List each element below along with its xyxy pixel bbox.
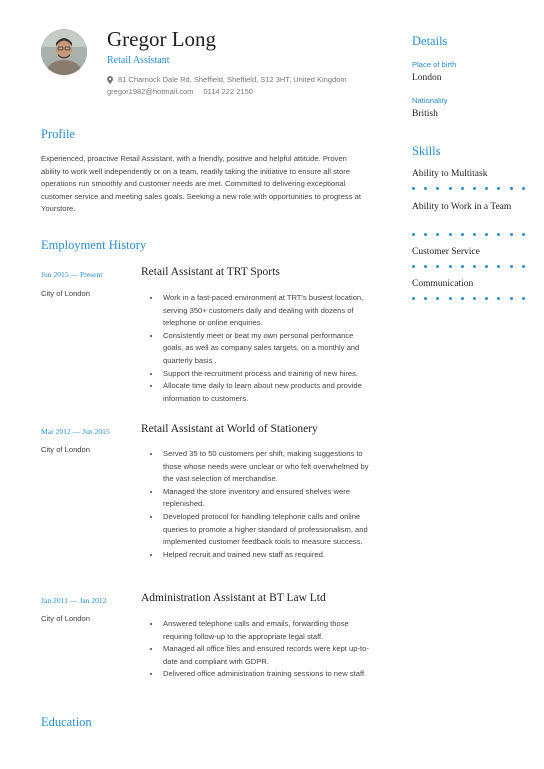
list-item: • Served 35 to 50 customers per shift, making suggestions to those whose needs were unclear or who felt overwhelmed by the vast selection of merchandise. bbox=[161, 448, 375, 486]
place-of-birth-value: London bbox=[412, 73, 442, 83]
skill-dot bbox=[510, 297, 513, 300]
skill-name: Ability to Work in a Team bbox=[412, 202, 512, 212]
skill-dot bbox=[412, 187, 415, 190]
phone-number: 0114 222 2150 bbox=[203, 87, 253, 96]
skill-name: Communication bbox=[412, 279, 474, 289]
list-item: • Managed all office files and ensured records were kept up-to-date and compliant with GDPR. bbox=[161, 643, 375, 668]
job-dates: Jan 2011 — Jan 2012 bbox=[41, 596, 107, 605]
job-city: City of London bbox=[41, 614, 90, 623]
job-bullets-1 bbox=[149, 292, 375, 405]
job-bullets-3 bbox=[149, 618, 375, 681]
nationality-label: Nationality bbox=[412, 96, 448, 105]
job-bullets-2 bbox=[149, 448, 375, 561]
place-of-birth-label: Place of birth bbox=[412, 60, 457, 69]
skills-heading: Skills bbox=[412, 144, 441, 158]
job-title-1: Retail Assistant at TRT Sports bbox=[141, 266, 280, 278]
skill-dot bbox=[461, 297, 464, 300]
skill-dot bbox=[449, 297, 452, 300]
skill-dot bbox=[497, 297, 500, 300]
profile-heading: Profile bbox=[41, 127, 76, 141]
candidate-name: Gregor Long bbox=[107, 27, 217, 51]
skill-dot bbox=[497, 187, 500, 190]
list-item: • Allocate time daily to learn about new products and provide information to customers. bbox=[161, 380, 375, 405]
skill-dot bbox=[424, 297, 427, 300]
skill-dot bbox=[522, 297, 525, 300]
list-item: • Helped recruit and trained new staff as required. bbox=[161, 549, 375, 562]
job-city: City of London bbox=[41, 289, 90, 298]
location-pin-icon bbox=[107, 76, 113, 84]
skill-level-dots bbox=[412, 187, 525, 190]
skill-dot bbox=[485, 233, 488, 236]
nationality-value: British bbox=[412, 109, 438, 119]
skill-dot bbox=[497, 265, 500, 268]
skill-dot bbox=[473, 297, 476, 300]
address-line bbox=[107, 75, 347, 84]
skill-dot bbox=[449, 233, 452, 236]
skill-level-dots bbox=[412, 297, 525, 300]
skill-dot bbox=[510, 187, 513, 190]
skill-dot bbox=[436, 233, 439, 236]
job-title-2: Retail Assistant at World of Stationery bbox=[141, 423, 318, 435]
list-item: • Consistently meet or beat my own personal performance goals, as well as company sales targets, on a monthly and quarterly basis . bbox=[161, 330, 375, 368]
education-heading: Education bbox=[41, 715, 92, 729]
skill-dot bbox=[412, 297, 415, 300]
skill-dot bbox=[424, 187, 427, 190]
skill-dot bbox=[510, 233, 513, 236]
list-item: • Managed the store inventory and ensured shelves were replenished. bbox=[161, 486, 375, 511]
skill-dot bbox=[461, 265, 464, 268]
job-dates: Jun 2015 — Present bbox=[41, 270, 103, 279]
skill-dot bbox=[485, 265, 488, 268]
skill-dot bbox=[424, 233, 427, 236]
details-heading: Details bbox=[412, 34, 448, 48]
skill-dot bbox=[449, 187, 452, 190]
skill-dot bbox=[461, 233, 464, 236]
job-dates: Mar 2012 — Jun 2015 bbox=[41, 427, 110, 436]
skill-dot bbox=[473, 265, 476, 268]
address-text: 81 Charnock Dale Rd, Sheffield, Sheffield, S12 3HT, United Kingdom bbox=[118, 75, 347, 84]
skill-dot bbox=[473, 187, 476, 190]
list-item: • Support the recruitment process and training of new hires. bbox=[161, 368, 375, 381]
skill-dot bbox=[449, 265, 452, 268]
skill-dot bbox=[412, 233, 415, 236]
skill-dot bbox=[522, 265, 525, 268]
list-item: • Delivered office administration training sessions to new staff. bbox=[161, 668, 375, 681]
avatar bbox=[41, 29, 87, 75]
skill-dot bbox=[510, 265, 513, 268]
skill-dot bbox=[485, 187, 488, 190]
employment-heading: Employment History bbox=[41, 238, 147, 252]
skill-dot bbox=[473, 233, 476, 236]
list-item: • Work in a fast-paced environment at TRT's busiest location, serving 350+ customers daily and dealing with dozens of telephone or online enquiries. bbox=[161, 292, 375, 330]
job-city: City of London bbox=[41, 445, 90, 454]
skill-dot bbox=[461, 187, 464, 190]
skill-dot bbox=[424, 265, 427, 268]
skill-name: Ability to Multitask bbox=[412, 169, 488, 179]
profile-text: Experienced, proactive Retail Assistant, with a friendly, positive and helpful attitude. Proven ability to work well independently or on a team, readily taking the initiative to ensure all store operations run smoothly and customer needs are met. Committed to delivering exceptional customer service and meeting sales goals. Seeking a new role with opportunities to progress at Yourstore. bbox=[41, 154, 361, 213]
email-link[interactable]: gregor1982@hotmail.com bbox=[107, 87, 194, 96]
contact-line bbox=[107, 87, 253, 96]
skill-dot bbox=[522, 187, 525, 190]
skill-dot bbox=[412, 265, 415, 268]
skill-dot bbox=[436, 265, 439, 268]
skill-dot bbox=[522, 233, 525, 236]
skill-level-dots bbox=[412, 265, 525, 268]
skill-level-dots bbox=[412, 233, 525, 236]
job-title: Retail Assistant bbox=[107, 55, 170, 66]
skill-dot bbox=[436, 187, 439, 190]
skill-dot bbox=[485, 297, 488, 300]
skill-name: Customer Service bbox=[412, 247, 480, 257]
list-item: • Developed protocol for handling telephone calls and online queries to promote a higher standard of professionalism, and implemented customer feedback tools to measure success. bbox=[161, 511, 375, 549]
list-item: • Answered telephone calls and emails, forwarding those requiring follow-up to the appropriate legal staff. bbox=[161, 618, 375, 643]
skill-dot bbox=[497, 233, 500, 236]
job-title-3: Administration Assistant at BT Law Ltd bbox=[141, 592, 326, 604]
skill-dot bbox=[436, 297, 439, 300]
